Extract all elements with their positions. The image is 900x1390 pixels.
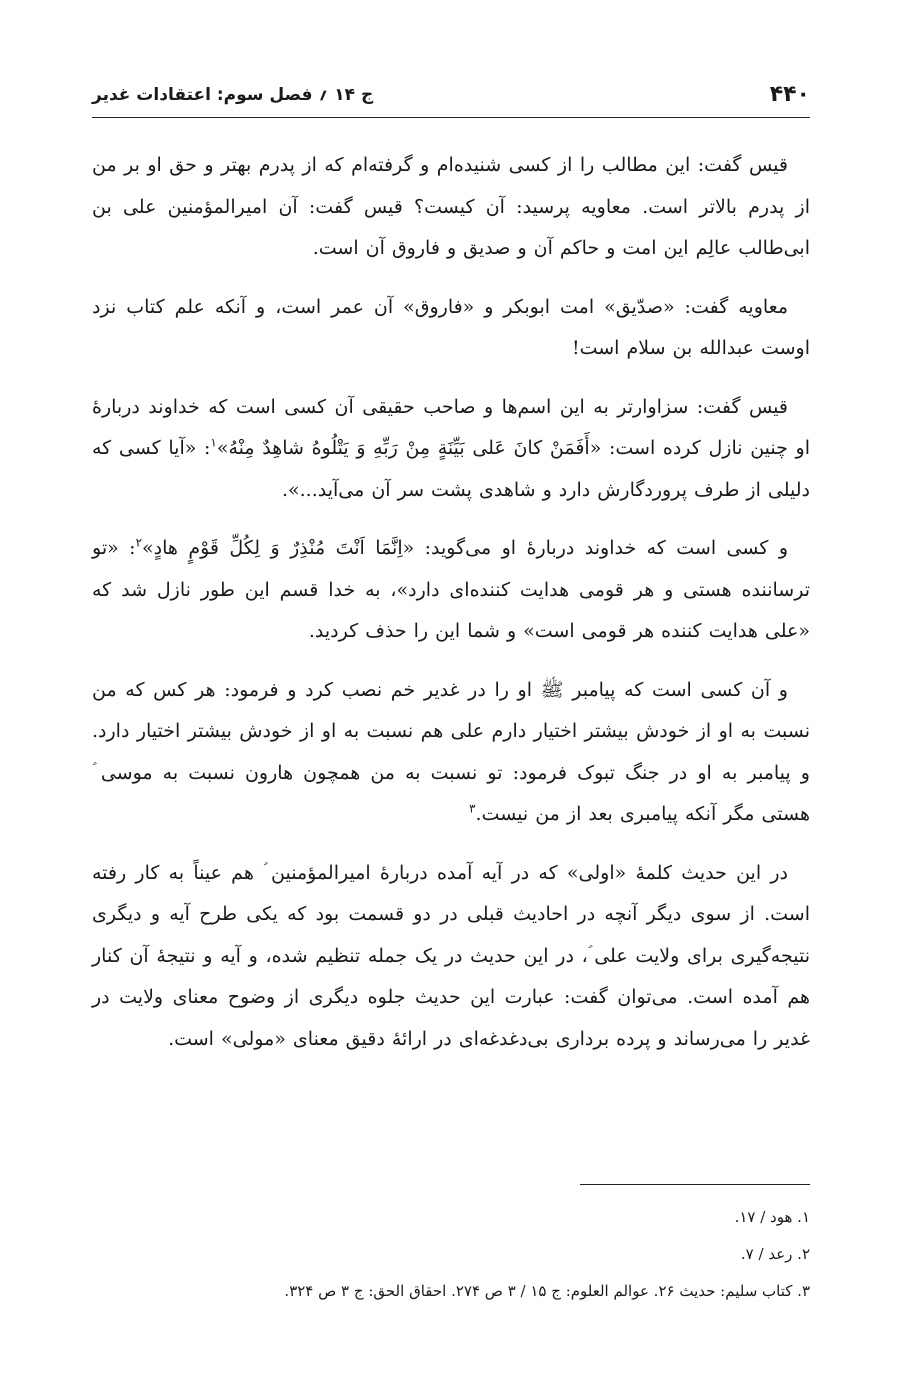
paragraph — [92, 387, 810, 512]
footnote: ۱. هود / ۱۷. — [734, 1208, 810, 1226]
header-rule — [92, 117, 810, 118]
running-header — [92, 72, 810, 116]
footnote-rule — [580, 1184, 810, 1185]
paragraph — [92, 670, 810, 836]
footnote-ref[interactable]: ۳ — [469, 801, 476, 816]
paragraph-text: و آن کسی است که پیامبر ﷺ او را در غدیر خم نصب کرد و فرمود: هر کس که من نسبت به او از خودش بیشتر اختیار دارم علی هم نسبت به او از خودش بیشتر اختیار دارد. و پیامبر به او در جنگ تبوک فرمود: تو نسبت به من همچون هارون نسبت به موسی ؑ هستی مگر آنکه پیامبری بعد از من نیست. — [92, 678, 810, 825]
paragraph-text-continued: : «تو ترساننده هستی و هر قومی هدایت کننده‌ای دارد»، به خدا قسم این طور نازل شد که «علی هدایت کننده هر قومی است» و شما این را حذف کردید. — [92, 537, 810, 642]
paragraph-text: و کسی است که خداوند دربارهٔ او می‌گوید: «اِنَّمَا اَنْتَ مُنْذِرٌ وَ لِكُلِّ قَوْمٍ هادٍ» — [142, 537, 788, 559]
paragraph-text: قیس گفت: سزاوارتر به این اسم‌ها و صاحب حقیقی آن کسی است که خداوند دربارهٔ او چنین نازل کرده است: «أَفَمَنْ كانَ عَلى بَيِّنَةٍ مِنْ رَبِّهِ وَ يَتْلُوهُ شاهِدٌ مِنْهُ» — [92, 395, 810, 459]
paragraph-text: در این حدیث کلمهٔ «اولی» که در آیه آمده دربارهٔ امیرالمؤمنین ؑ هم عیناً به کار رفته است. از سوی دیگر آنچه در احادیث قبلی در دو قسمت بود که یکی طرح آیه و دیگری نتیجه‌گیری برای ولایت علی ؑ، در این حدیث در یک جمله تنظیم شده، و آیه و نتیجهٔ آن کنار هم آمده است. می‌توان گفت: عبارت این حدیث جلوه دیگری از وضوح معنای ولایت در غدیر را می‌رساند و پرده برداری بی‌دغدغه‌ای در ارائهٔ دقیق معنای «مولی» است. — [92, 861, 810, 1050]
paragraph-text-continued: : «آیا کسی که دلیلی از طرف پروردگارش دارد و شاهدی پشت سر آن می‌آید...». — [92, 437, 810, 501]
paragraph — [92, 145, 810, 270]
footnotes — [92, 1199, 810, 1310]
paragraph — [92, 853, 810, 1061]
paragraph-text: قیس گفت: این مطالب را از کسی شنیده‌ام و گرفته‌ام که از پدرم بهتر و حق او بر من از پدرم بالاتر است. معاویه پرسید: آن کیست؟ قیس گفت: آن امیرالمؤمنین علی بن ابی‌طالب عالِم این امت و حاکم آن و صدیق و فاروق آن است. — [92, 154, 810, 259]
book-page — [92, 60, 810, 1350]
footnote: ۲. رعد / ۷. — [740, 1245, 810, 1263]
paragraph — [92, 528, 810, 653]
footnote-ref[interactable]: ۲ — [135, 535, 143, 550]
paragraph-text: معاویه گفت: «صدّیق» امت ابوبکر و «فاروق» آن عمر است، و آنکه علم کتاب نزد اوست عبدالله بن سلام است! — [92, 295, 810, 359]
body-text — [92, 145, 810, 1077]
footnote: ۳. کتاب سلیم: حدیث ۲۶. عوالم العلوم: ج ۱۵ / ۳ ص ۲۷۴. احقاق الحق: ج ۳ ص ۳۲۴. — [284, 1282, 810, 1300]
footnote-ref[interactable]: ۱ — [210, 435, 217, 450]
paragraph — [92, 287, 810, 370]
running-header-title: ج ۱۴ ؍ فصل سوم: اعتقادات غدیر — [92, 84, 374, 105]
page-number: ۴۴۰ — [769, 81, 810, 107]
